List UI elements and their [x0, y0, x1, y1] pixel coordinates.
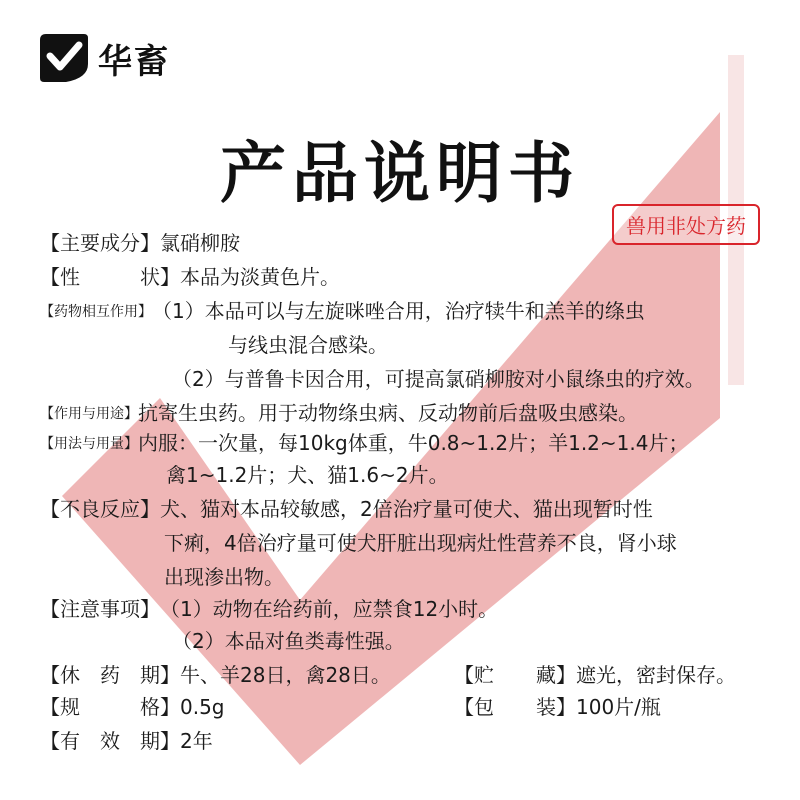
storage-value: 遮光，密封保存。 [576, 663, 736, 687]
dosage-label: 【用法与用量】 [40, 436, 138, 452]
interaction-line3: （2）与普鲁卡因合用，可提高氯硝柳胺对小鼠绦虫的疗效。 [172, 367, 705, 391]
precautions-label: 【注意事项】 [40, 597, 160, 621]
spec-value: 0.5g [180, 695, 225, 719]
package-value: 100片/瓶 [576, 695, 661, 719]
brand-name: 华畜 [98, 41, 170, 82]
dosage-line2: 禽1~1.2片；犬、猫1.6~2片。 [166, 463, 449, 487]
adverse-line1: 犬、猫对本品较敏感，2倍治疗量可使犬、猫出现暂时性 [160, 497, 653, 521]
brand-logo [36, 30, 170, 86]
validity-row [40, 726, 213, 756]
withdrawal-label: 【 休 药 期 】 [40, 663, 180, 687]
package-row [454, 692, 661, 722]
dosage-row [40, 428, 688, 459]
adverse-label: 【不良反应】 [40, 497, 160, 521]
adverse-line2: 下痢，4倍治疗量可使犬肝脏出现病灶性营养不良，肾小球 [164, 531, 677, 555]
otc-badge: 兽用非处方药 [612, 204, 760, 245]
interaction-line1: （1）本品可以与左旋咪唑合用，治疗犊牛和羔羊的绦虫 [152, 299, 645, 323]
appearance-row [40, 262, 340, 292]
ingredient-label: 【主要成分】 [40, 231, 160, 255]
appearance-value: 本品为淡黄色片。 [180, 265, 340, 289]
spec-label: 【 规 格 】 [40, 695, 180, 719]
check-shield-icon [36, 30, 92, 86]
appearance-label: 【 性 状 】 [40, 265, 180, 289]
dosage-line1: 内服：一次量，每10kg体重，牛0.8~1.2片；羊1.2~1.4片； [138, 431, 689, 455]
page-title: 产品说明书 [220, 134, 580, 212]
ingredient-row [40, 228, 240, 258]
package-label: 【 包 装 】 [454, 695, 576, 719]
interaction-label: 【药物相互作用】 [40, 304, 152, 320]
adverse-row [40, 494, 653, 524]
storage-row [454, 660, 736, 690]
withdrawal-row [40, 660, 391, 690]
spec-row [40, 692, 225, 722]
validity-label: 【 有 效 期 】 [40, 729, 180, 753]
usage-value: 抗寄生虫药。用于动物绦虫病、反动物前后盘吸虫感染。 [138, 401, 638, 425]
precautions-row [40, 594, 498, 624]
withdrawal-value: 牛、羊28日，禽28日。 [180, 663, 391, 687]
storage-label: 【 贮 藏 】 [454, 663, 576, 687]
precautions-line2: （2）本品对鱼类毒性强。 [172, 629, 405, 653]
adverse-line3: 出现渗出物。 [164, 565, 284, 589]
usage-row [40, 398, 638, 429]
usage-label: 【作用与用途】 [40, 406, 138, 422]
ingredient-value: 氯硝柳胺 [160, 231, 240, 255]
precautions-line1: （1）动物在给药前，应禁食12小时。 [160, 597, 499, 621]
interaction-row [40, 296, 645, 327]
interaction-line2: 与线虫混合感染。 [228, 333, 388, 357]
validity-value: 2年 [180, 729, 213, 753]
